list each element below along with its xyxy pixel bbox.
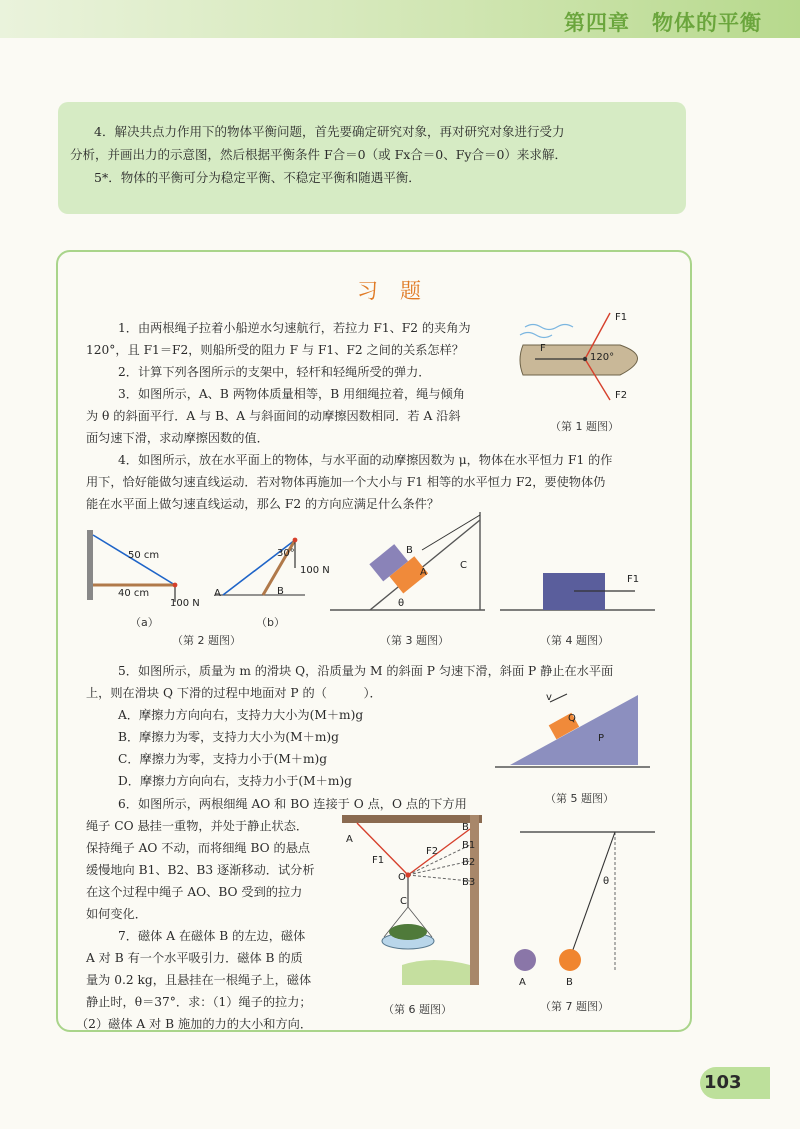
fig2b-label-b: B: [277, 586, 284, 597]
velocity-arrow: [550, 694, 567, 702]
plant: [389, 924, 427, 940]
fig7-magnet-diagram: [505, 830, 665, 980]
fig5-caption: （第 5 题图）: [545, 792, 614, 805]
fig6-caption: （第 6 题图）: [383, 1003, 452, 1016]
q7-line-5: （2）磁体 A 对 B 施加的力的大小和方向．: [76, 1017, 313, 1031]
fig5-label-q: Q: [568, 713, 576, 724]
fig1-label-f: F: [540, 343, 546, 354]
q7-line-4: 静止时，θ＝37°．求：（1）绳子的拉力；: [86, 995, 312, 1009]
q7-line-2: A 对 B 有一个水平吸引力．磁体 B 的质: [86, 951, 303, 965]
fig6-label-c: C: [400, 896, 407, 907]
q4-line-3: 能在水平面上做匀速直线运动，那么 F2 的方向应满足什么条件？: [86, 497, 440, 511]
fig5-label-p: P: [598, 733, 605, 744]
q1-line-2: 120°，且 F1＝F2，则船所受的阻力 F 与 F1、F2 之间的关系怎样？: [86, 343, 464, 357]
q3-line-3: 面匀速下滑，求动摩擦因数的值．: [86, 431, 269, 445]
fig6-label-f2: F2: [426, 846, 439, 857]
summary-box: [58, 102, 686, 214]
fig2b-label-100n: 100 N: [300, 565, 330, 576]
magnet-b: [559, 949, 581, 971]
fig1-label-f2: F2: [615, 390, 628, 401]
magnet-a: [514, 949, 536, 971]
q4-line-2: 用下，恰好能做匀速直线运动．若对物体再施加一个大小与 F1 相等的水平恒力 F2，要使物体仍: [86, 475, 606, 489]
ceiling: [342, 815, 482, 823]
q3-line-1: 3．如图所示，A、B 两物体质量相等，B 用细绳拉着，绳与倾角: [118, 387, 465, 401]
fig4-caption: （第 4 题图）: [540, 634, 609, 647]
q3-line-2: 为 θ 的斜面平行．A 与 B、A 与斜面间的动摩擦因数相同．若 A 沿斜: [86, 409, 461, 423]
fig2a-label-50cm: 50 cm: [128, 550, 160, 561]
fig3-label-b: B: [406, 545, 413, 556]
rope-ao: [357, 823, 408, 875]
q5-line-1: 5．如图所示，质量为 m 的滑块 Q，沿质量为 M 的斜面 P 匀速下滑，斜面 P 静止在水平面: [118, 664, 614, 678]
q5-option-b: B．摩擦力为零，支持力大小为(M＋m)g: [118, 730, 339, 744]
q5-option-d: D．摩擦力方向向右，支持力小于(M＋m)g: [118, 774, 352, 788]
fig3-label-theta: θ: [398, 598, 405, 609]
slope-p: [510, 695, 638, 765]
fig7-label-a: A: [519, 977, 526, 988]
fig3-label-a: A: [420, 567, 427, 578]
fig2b-caption: （b）: [256, 616, 285, 629]
q6-line-2: 绳子 CO 悬挂一重物，并处于静止状态．: [86, 819, 309, 833]
q2-line-1: 2．计算下列各图所示的支架中，轻杆和轻绳所受的弹力．: [118, 365, 431, 379]
fig6-label-a: A: [346, 834, 353, 845]
fig7-label-theta: θ: [603, 876, 610, 887]
ground: [402, 960, 470, 985]
q6-line-6: 如何变化．: [86, 907, 147, 921]
fig2b-label-a: A: [214, 588, 221, 599]
fig6-label-b3: B3: [462, 877, 476, 888]
fig3-label-c: C: [460, 560, 467, 571]
q5-option-a: A．摩擦力方向向右，支持力大小为(M＋m)g: [118, 708, 364, 722]
fig5-label-v: v: [546, 692, 552, 703]
q6-line-5: 在这个过程中绳子 AO、BO 受到的拉力: [86, 885, 303, 899]
fig2b-bracket-diagram: [215, 530, 310, 600]
fig6-label-b1: B1: [462, 840, 476, 851]
fig3-rope: [422, 515, 480, 550]
q6-line-4: 缓慢地向 B1、B2、B3 逐渐移动．试分析: [86, 863, 315, 877]
fig5-slope-diagram: [495, 690, 655, 775]
fig1-label-angle: 120°: [590, 352, 615, 363]
q7-line-3: 量为 0.2 kg，且悬挂在一根绳子上，磁体: [86, 973, 312, 987]
fig1-label-f1: F1: [615, 312, 628, 323]
fig7-label-b: B: [566, 977, 573, 988]
q5-option-c: C．摩擦力为零，支持力小于(M＋m)g: [118, 752, 328, 766]
fig6-label-o: O: [398, 872, 406, 883]
fig2-caption: （第 2 题图）: [172, 634, 241, 647]
fig4-label-f1: F1: [627, 574, 640, 585]
summary-line-1: 4．解决共点力作用下的物体平衡问题，首先要确定研究对象，再对研究对象进行受力: [94, 124, 565, 139]
q6-line-1: 6．如图所示，两根细绳 AO 和 BO 连接于 O 点，O 点的下方用: [118, 797, 467, 811]
summary-line-3: 5*．物体的平衡可分为稳定平衡、不稳定平衡和随遇平衡．: [94, 170, 421, 185]
fig6-label-b: B: [462, 822, 469, 833]
fig2a-caption: （a）: [130, 616, 159, 629]
page-number: 103: [704, 1072, 742, 1093]
summary-line-2: 分析，并画出力的示意图，然后根据平衡条件 F合＝0（或 Fx合＝0、Fy合＝0）来求解．: [70, 147, 567, 162]
fig7-caption: （第 7 题图）: [540, 1000, 609, 1013]
force-point: [583, 357, 587, 361]
fig6-label-f1: F1: [372, 855, 385, 866]
boat-hull: [520, 345, 638, 375]
fig2b-label-30deg: 30°: [277, 548, 295, 559]
fig2a-label-40cm: 40 cm: [118, 588, 150, 599]
q1-line-1: 1．由两根绳子拉着小船逆水匀速航行，若拉力 F1、F2 的夹角为: [118, 321, 471, 335]
fig6-label-b2: B2: [462, 857, 476, 868]
water-waves: [520, 325, 573, 338]
fig1-caption: （第 1 题图）: [550, 420, 619, 433]
q6-line-3: 保持绳子 AO 不动，而将细绳 BO 的悬点: [86, 841, 311, 855]
suspension-rope: [570, 832, 615, 958]
q4-line-1: 4．如图所示，放在水平面上的物体，与水平面的动摩擦因数为 μ，物体在水平恒力 F1 的作: [118, 453, 613, 467]
fig2a-label-100n: 100 N: [170, 598, 200, 609]
wall: [87, 530, 93, 600]
fig3-caption: （第 3 题图）: [380, 634, 449, 647]
chapter-title: 第四章 物体的平衡: [564, 11, 762, 35]
q5-line-2: 上，则在滑块 Q 下滑的过程中地面对 P 的（ ）．: [86, 686, 382, 700]
q7-line-1: 7．磁体 A 在磁体 B 的左边，磁体: [118, 929, 306, 943]
section-title: 习题: [357, 279, 443, 303]
